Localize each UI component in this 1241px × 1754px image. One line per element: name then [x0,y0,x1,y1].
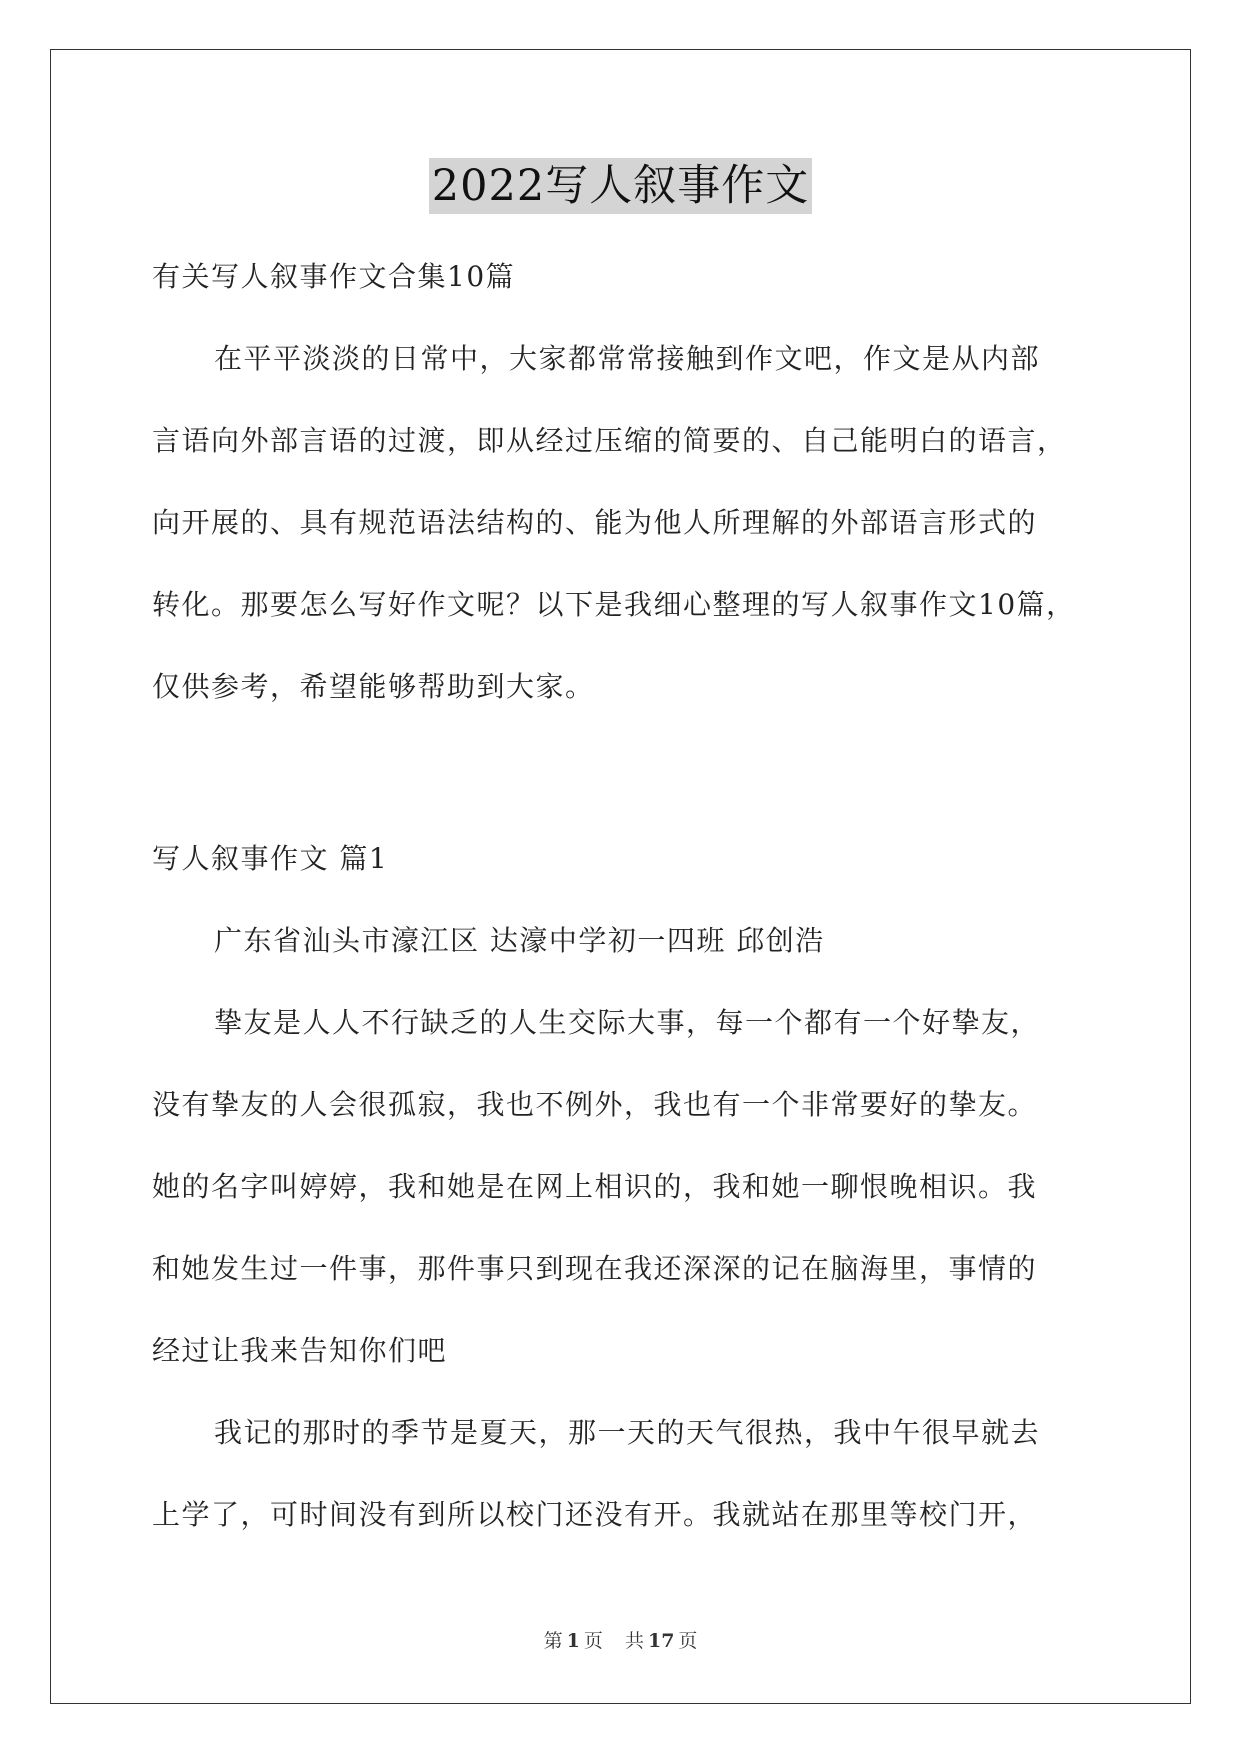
paragraph-line: 和她发生过一件事，那件事只到现在我还深深的记在脑海里，事情的 [152,1252,1038,1285]
paragraph-line: 她的名字叫婷婷，我和她是在网上相识的，我和她一聊恨晚相识。我 [152,1170,1038,1203]
total-pages: 17 [647,1630,675,1652]
subtitle: 有关写人叙事作文合集10篇 [152,260,516,293]
footer-total-suffix: 页 [678,1630,698,1652]
section-gap [152,728,1092,818]
page-number: 1 [566,1630,580,1652]
title-container [0,158,1241,214]
footer-total-prefix: 共 [624,1630,644,1652]
page-footer [0,1626,1241,1653]
paragraph-line: 上学了，可时间没有到所以校门还没有开。我就站在那里等校门开， [152,1498,1038,1531]
document-title: 2022写人叙事作文 [429,158,812,214]
section-heading: 写人叙事作文 篇1 [152,842,389,875]
paragraph-line: 没有挚友的人会很孤寂，我也不例外，我也有一个非常要好的挚友。 [152,1088,1038,1121]
intro-line: 仅供参考，希望能够帮助到大家。 [152,670,595,703]
paragraph-line: 我记的那时的季节是夏天，那一天的天气很热，我中午很早就去 [214,1416,1041,1449]
author-line: 广东省汕头市濠江区 达濠中学初一四班 邱创浩 [214,924,825,957]
intro-line: 转化。那要怎么写好作文呢？以下是我细心整理的写人叙事作文10篇， [152,588,1076,621]
intro-line: 在平平淡淡的日常中，大家都常常接触到作文吧，作文是从内部 [214,342,1041,375]
footer-prefix: 第 [543,1630,563,1652]
intro-line: 向开展的、具有规范语法结构的、能为他人所理解的外部语言形式的 [152,506,1038,539]
intro-line: 言语向外部言语的过渡，即从经过压缩的简要的、自己能明白的语言， [152,424,1067,457]
paragraph-line: 挚友是人人不行缺乏的人生交际大事，每一个都有一个好挚友， [214,1006,1041,1039]
document-body [152,236,1092,1556]
footer-page-suffix: 页 [583,1630,603,1652]
paragraph-line: 经过让我来告知你们吧 [152,1334,448,1367]
